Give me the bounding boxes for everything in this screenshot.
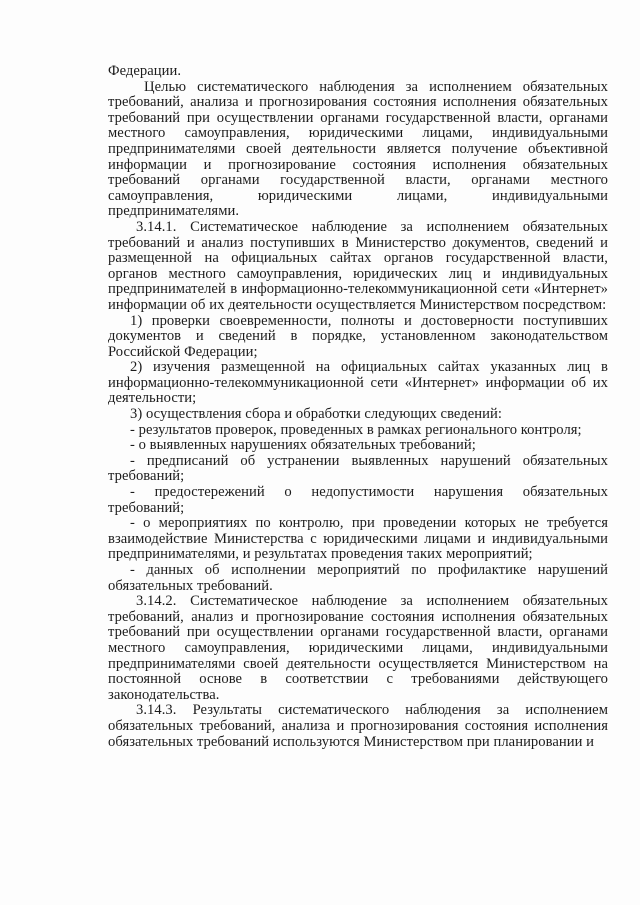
paragraph-purpose: Целью систематического наблюдения за исполнением обязательных требований, анализа и прогнозирования состояния исполнения обязательных требований при осуществлении органами государственной власти, органами местного самоуправления, юридическими лицами, индивидуальными предпринимателями своей деятельности является получение объективной информации и прогнозирование состояния исполнения обязательных требований органами государственной власти, органами местного самоуправления, юридическими лицами, индивидуальными предпринимателями. xyxy=(108,78,608,220)
list-item-3: 3) осуществления сбора и обработки следующих сведений: xyxy=(130,406,502,423)
paragraph-continuation: Федерации. xyxy=(108,63,182,79)
bullet-item-prevention: - данных об исполнении мероприятий по профилактике нарушений обязательных требований. xyxy=(108,562,608,594)
document-body xyxy=(108,64,608,750)
paragraph-3-14-1: 3.14.1. Систематическое наблюдение за исполнением обязательных требований и анализ поступивших в Министерство документов, сведений и размещенной на официальных сайтах органов государственной власти, органов местного самоуправления, юридических лиц и индивидуальных предпринимателей в информационно-телекоммуникационной сети «Интернет» информации об их деятельности осуществляется Министерством посредством: xyxy=(108,218,608,313)
bullet-item-inspections: - результатов проверок, проведенных в рамках регионального контроля; xyxy=(130,421,582,438)
list-item-2: 2) изучения размещенной на официальных сайтах указанных лиц в информационно-телекоммуникационной сети «Интернет» информации об их деятельности; xyxy=(108,359,608,407)
paragraph-3-14-3: 3.14.3. Результаты систематического наблюдения за исполнением обязательных требований, анализа и прогнозирования состояния исполнения обязательных требований используются Министерством при планировании и xyxy=(108,702,608,750)
bullet-item-warnings: - предостережений о недопустимости нарушения обязательных требований; xyxy=(108,484,608,516)
list-item-1: 1) проверки своевременности, полноты и достоверности поступивших документов и сведений в порядке, установленном законодательством Российской Федерации; xyxy=(108,312,608,360)
bullet-item-control-measures: - о мероприятиях по контролю, при проведении которых не требуется взаимодействие Министерства с юридическими лицами и индивидуальными предпринимателями, и результатах проведения таких мероприятий; xyxy=(108,515,608,563)
bullet-item-violations: - о выявленных нарушениях обязательных требований; xyxy=(130,437,476,454)
bullet-item-orders: - предписаний об устранении выявленных нарушений обязательных требований; xyxy=(108,452,608,485)
paragraph-3-14-2: 3.14.2. Систематическое наблюдение за исполнением обязательных требований, анализ и прогнозирование состояния исполнения обязательных требований при осуществлении органами государственной власти, органами местного самоуправления, юридическими лицами, индивидуальными предпринимателями своей деятельности осуществляется Министерством на постоянной основе в соответствии с требованиями действующего законодательства. xyxy=(108,593,608,703)
